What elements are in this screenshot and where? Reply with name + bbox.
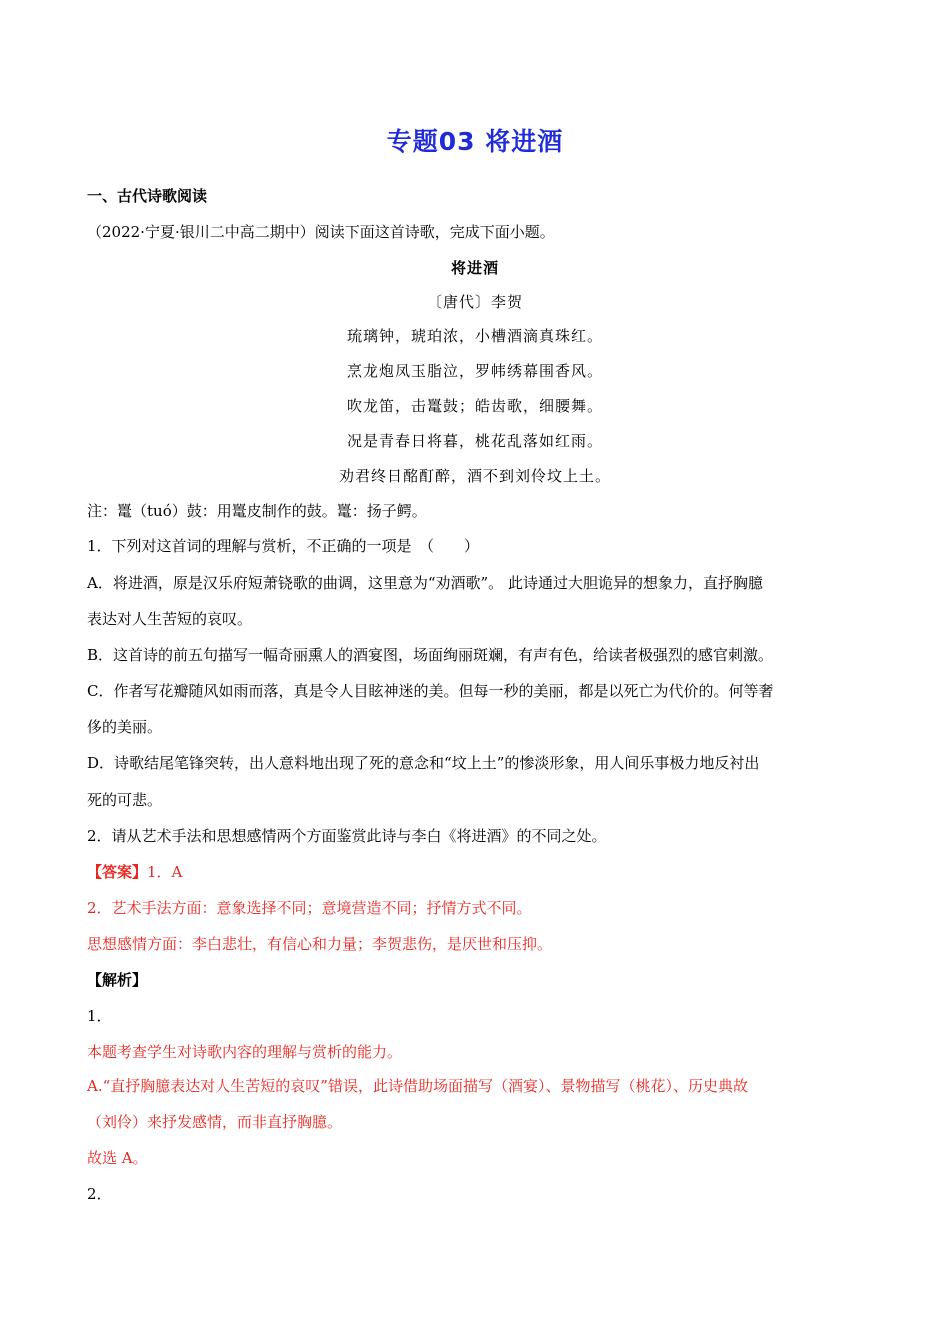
answer-tag: 【答案】 [87, 863, 148, 881]
answer-3: 思想感情方面：李白悲壮，有信心和力量；李贺悲伤，是厌世和压抑。 [87, 935, 553, 953]
option-a-line-2: 表达对人生苦短的哀叹。 [87, 610, 253, 628]
option-d-line-1: D．诗歌结尾笔锋突转，出人意料地出现了死的意念和“坟上土”的惨淡形象，用人间乐事极力地反衬出 [87, 754, 760, 772]
option-b: B．这首诗的前五句描写一幅奇丽熏人的酒宴图，场面绚丽斑斓，有声有色，给读者极强烈的感官刺激。 [87, 646, 774, 664]
analysis-paragraph: 故选 A。 [87, 1149, 148, 1167]
option-d-line-2: 死的可悲。 [87, 791, 163, 809]
section-heading: 一、古代诗歌阅读 [87, 187, 208, 205]
poem-line: 劝君终日酩酊醉，酒不到刘伶坟上土。 [338, 467, 611, 485]
analysis-paragraph: （刘伶）来抒发感情，而非直抒胸臆。 [87, 1113, 343, 1131]
analysis-number-1: 1． [87, 1007, 112, 1025]
analysis-number-2: 2． [87, 1185, 112, 1203]
option-c-line-1: C．作者写花瓣随风如雨而落，真是令人目眩神迷的美。但每一秒的美丽，都是以死亡为代价的。何等奢 [87, 682, 774, 700]
answer-1: 1．A [147, 863, 183, 881]
analysis-paragraph: A.“直抒胸臆表达对人生苦短的哀叹”错误，此诗借助场面描写（酒宴）、景物描写（桃花）、历史典故 [87, 1077, 748, 1095]
answer-2: 2．艺术手法方面：意象选择不同；意境营造不同；抒情方式不同。 [87, 899, 532, 917]
question-2-stem: 2．请从艺术手法和思想感情两个方面鉴赏此诗与李白《将进酒》的不同之处。 [87, 827, 607, 845]
option-a-line-1: A．将进酒，原是汉乐府短萧铙歌的曲调，这里意为“劝酒歌”。 此诗通过大胆诡异的想象力，直抒胸臆 [87, 574, 763, 592]
poem-line: 琉璃钟，琥珀浓，小槽酒滴真珠红。 [346, 327, 603, 345]
poem-line: 吹龙笛，击鼍鼓；皓齿歌，细腰舞。 [346, 397, 603, 415]
intro-text: （2022·宁夏·银川二中高二期中）阅读下面这首诗歌，完成下面小题。 [87, 223, 555, 241]
poem-author: 〔唐代〕李贺 [426, 293, 523, 311]
answer-line-1 [87, 862, 182, 882]
question-1-stem: 1．下列对这首词的理解与赏析，不正确的一项是 （ ） [87, 537, 480, 555]
note-text: 注：鼍（tuó）鼓：用鼍皮制作的鼓。鼍：扬子鳄。 [87, 502, 427, 520]
analysis-paragraph: 本题考查学生对诗歌内容的理解与赏析的能力。 [87, 1043, 403, 1061]
option-c-line-2: 侈的美丽。 [87, 718, 163, 736]
poem-line: 烹龙炮凤玉脂泣，罗帏绣幕围香风。 [346, 362, 603, 380]
poem-line: 况是青春日将暮，桃花乱落如红雨。 [346, 432, 603, 450]
poem-title: 将进酒 [450, 259, 499, 277]
analysis-tag: 【解析】 [87, 971, 148, 989]
page-title: 专题03 将进酒 [386, 127, 564, 156]
